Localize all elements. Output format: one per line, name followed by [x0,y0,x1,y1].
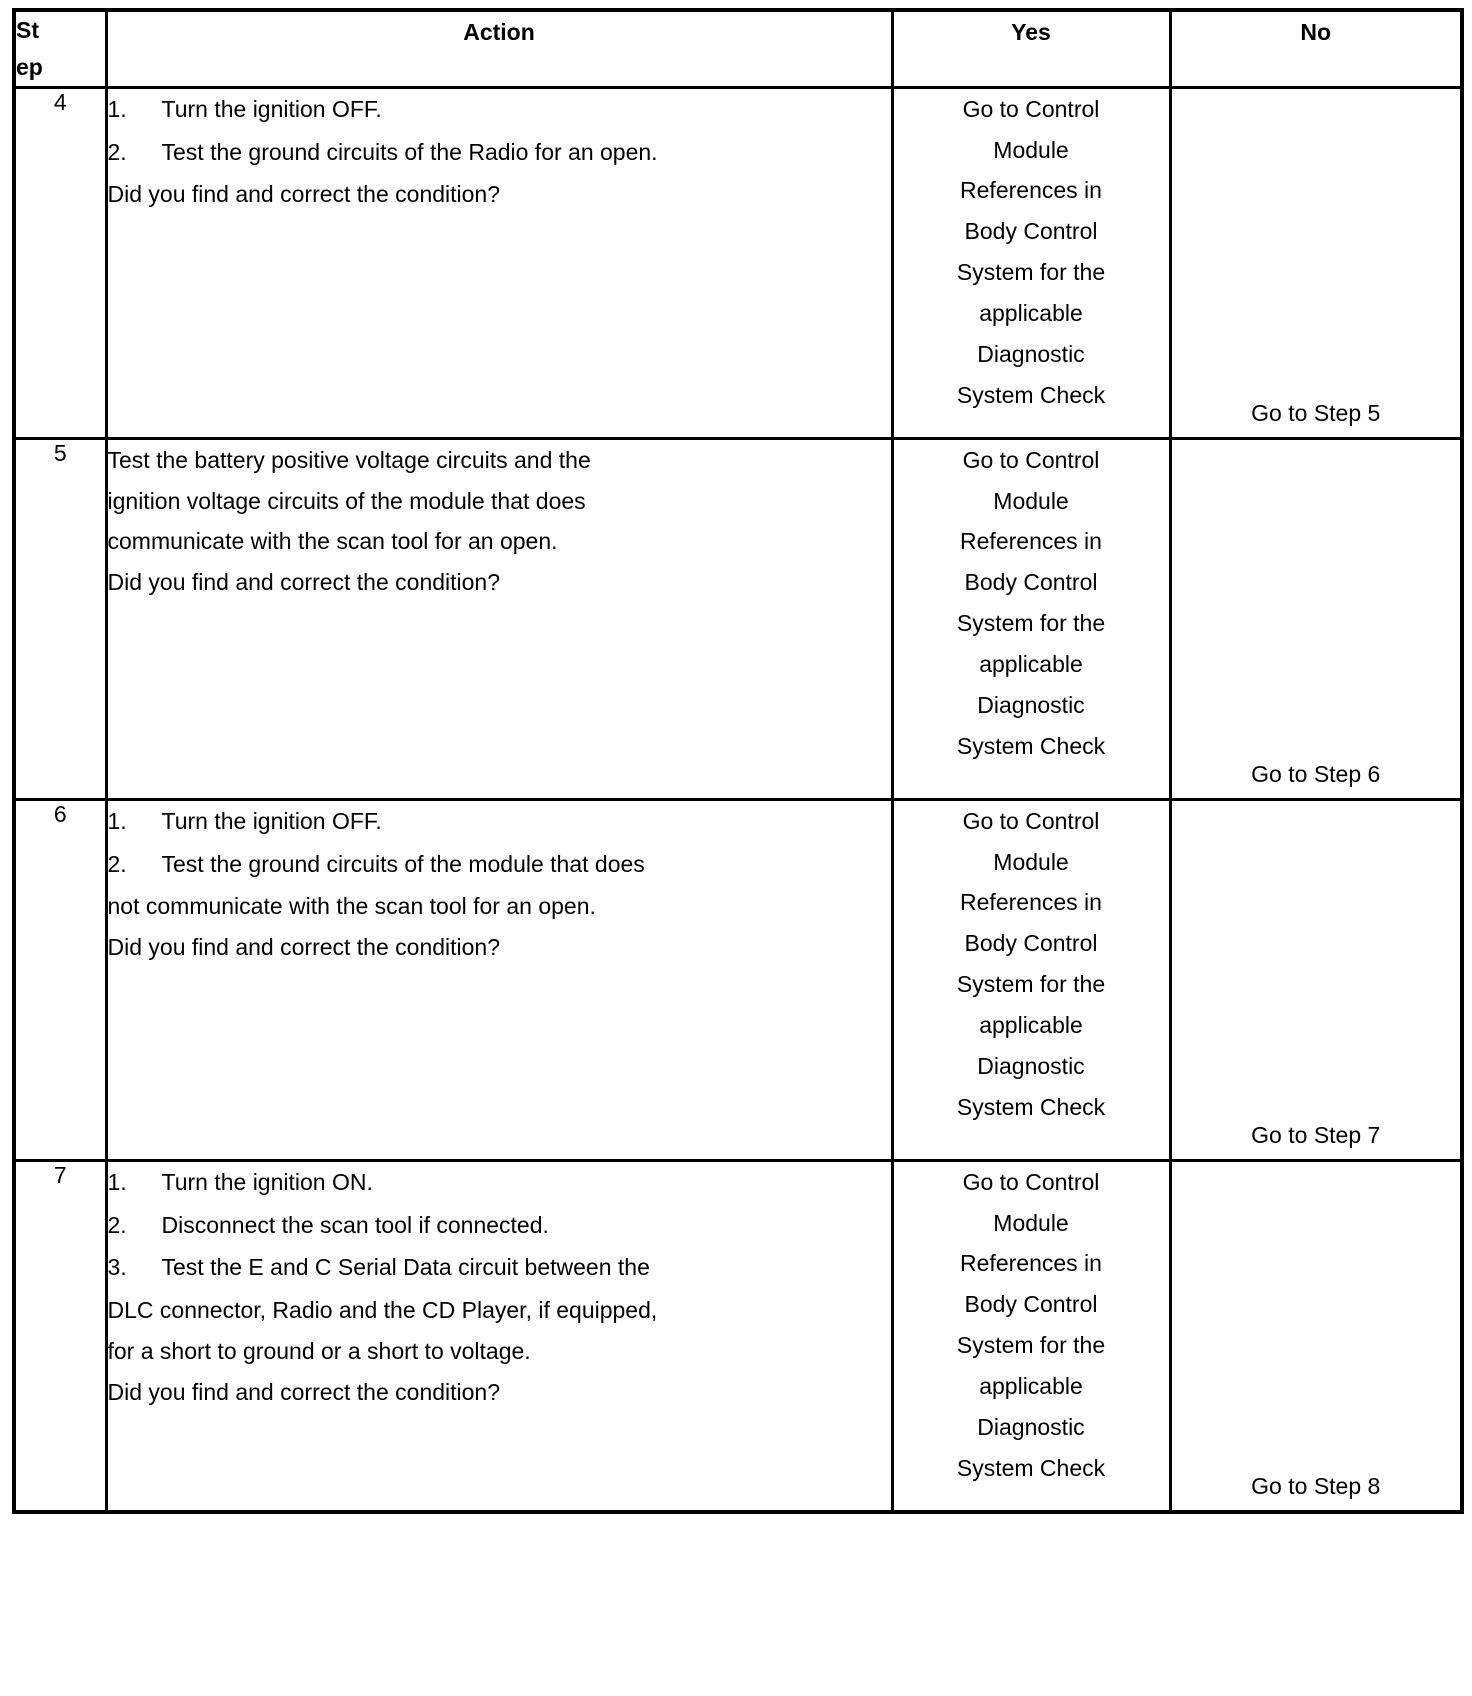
no-cell [1170,799,1462,1160]
yes-line: Module [993,848,1069,875]
yes-line: Diagnostic [977,692,1085,719]
list-item-number: 2. [107,850,127,877]
yes-line: Go to Control [962,95,1100,122]
column-header-yes: Yes [892,10,1170,87]
yes-cell [892,799,1170,1160]
yes-line: System for the [956,610,1106,637]
yes-line: Module [993,1209,1069,1236]
yes-line: System for the [956,971,1106,998]
table-header [14,10,1462,87]
yes-line: System for the [956,259,1106,286]
list-item [108,89,891,130]
step-number: 6 [14,799,106,1160]
list-item-number: 1. [107,1168,127,1195]
action-line: not communicate with the scan tool for an open. [107,893,596,920]
action-question: Did you find and correct the condition? [107,934,501,961]
table-header-row [14,10,1462,87]
yes-line: References in [960,889,1102,916]
yes-line: References in [960,1250,1102,1277]
yes-line: System for the [956,1332,1106,1359]
yes-line: applicable [979,1373,1083,1400]
yes-line: Go to Control [962,1168,1100,1195]
list-item [108,1205,891,1246]
column-header-step-line1: St [16,17,39,43]
list-item-number: 1. [107,95,127,122]
yes-line: Diagnostic [977,1414,1085,1441]
list-item-text: Test the ground circuits of the Radio for an open. [161,138,658,165]
no-cell [1170,1160,1462,1512]
action-line: DLC connector, Radio and the CD Player, if equipped, [107,1297,658,1324]
yes-line: System Check [956,733,1106,760]
list-item [108,1247,891,1288]
diagnostic-table [12,8,1464,1514]
list-item-text: Disconnect the scan tool if connected. [161,1211,549,1238]
list-item-text: Test the ground circuits of the module that does [161,850,645,877]
action-line: Test the battery positive voltage circuits and the [107,446,591,473]
list-item-text: Turn the ignition OFF. [161,95,382,122]
list-item-number: 2. [107,138,127,165]
yes-cell [892,1160,1170,1512]
list-item-text: Turn the ignition ON. [161,1168,373,1195]
yes-line: System Check [956,382,1106,409]
table-body [14,87,1462,1512]
list-item-text: Test the E and C Serial Data circuit between the [161,1254,650,1281]
table-row [14,1160,1462,1512]
no-cell [1170,438,1462,799]
yes-line: References in [960,528,1102,555]
list-item [108,801,891,842]
yes-line: Body Control [964,930,1098,957]
yes-line: Diagnostic [977,1053,1085,1080]
list-item-number: 2. [107,1211,127,1238]
action-cell [106,87,892,438]
no-cell [1170,87,1462,438]
yes-line: Body Control [964,569,1098,596]
table-row [14,87,1462,438]
yes-line: System Check [956,1094,1106,1121]
list-item-number: 1. [107,807,127,834]
yes-line: References in [960,177,1102,204]
action-question: Did you find and correct the condition? [107,1379,501,1406]
yes-cell [892,438,1170,799]
action-line: for a short to ground or a short to voltage. [107,1338,531,1365]
step-number: 5 [14,438,106,799]
yes-cell [892,87,1170,438]
yes-line: Module [993,136,1069,163]
list-item [108,1162,891,1203]
no-text: Go to Step 5 [1251,399,1381,426]
yes-line: applicable [979,300,1083,327]
yes-line: applicable [979,651,1083,678]
list-item [108,132,891,173]
column-header-step-line2: ep [16,53,43,80]
action-cell [106,799,892,1160]
no-text: Go to Step 7 [1251,1121,1381,1148]
step-number: 7 [14,1160,106,1512]
action-question: Did you find and correct the condition? [107,181,501,208]
action-line: communicate with the scan tool for an open. [107,528,558,555]
yes-line: Go to Control [962,807,1100,834]
action-cell [106,438,892,799]
table-row [14,799,1462,1160]
no-text: Go to Step 6 [1251,760,1381,787]
action-cell [106,1160,892,1512]
yes-line: Body Control [964,1291,1098,1318]
yes-line: applicable [979,1012,1083,1039]
yes-line: Module [993,487,1069,514]
action-step-list [108,89,891,173]
action-line: ignition voltage circuits of the module that does [107,487,586,514]
column-header-action: Action [106,10,892,87]
yes-line: System Check [956,1455,1106,1482]
column-header-step [14,10,106,87]
step-number: 4 [14,87,106,438]
list-item-number: 3. [107,1254,127,1281]
yes-line: Body Control [964,218,1098,245]
action-step-list [108,1162,891,1289]
no-text: Go to Step 8 [1251,1472,1381,1499]
list-item-text: Turn the ignition OFF. [161,807,382,834]
table-row [14,438,1462,799]
yes-line: Diagnostic [977,341,1085,368]
column-header-no: No [1170,10,1462,87]
action-step-list [108,801,891,885]
yes-line: Go to Control [962,446,1100,473]
list-item [108,844,891,885]
action-question: Did you find and correct the condition? [107,569,501,596]
